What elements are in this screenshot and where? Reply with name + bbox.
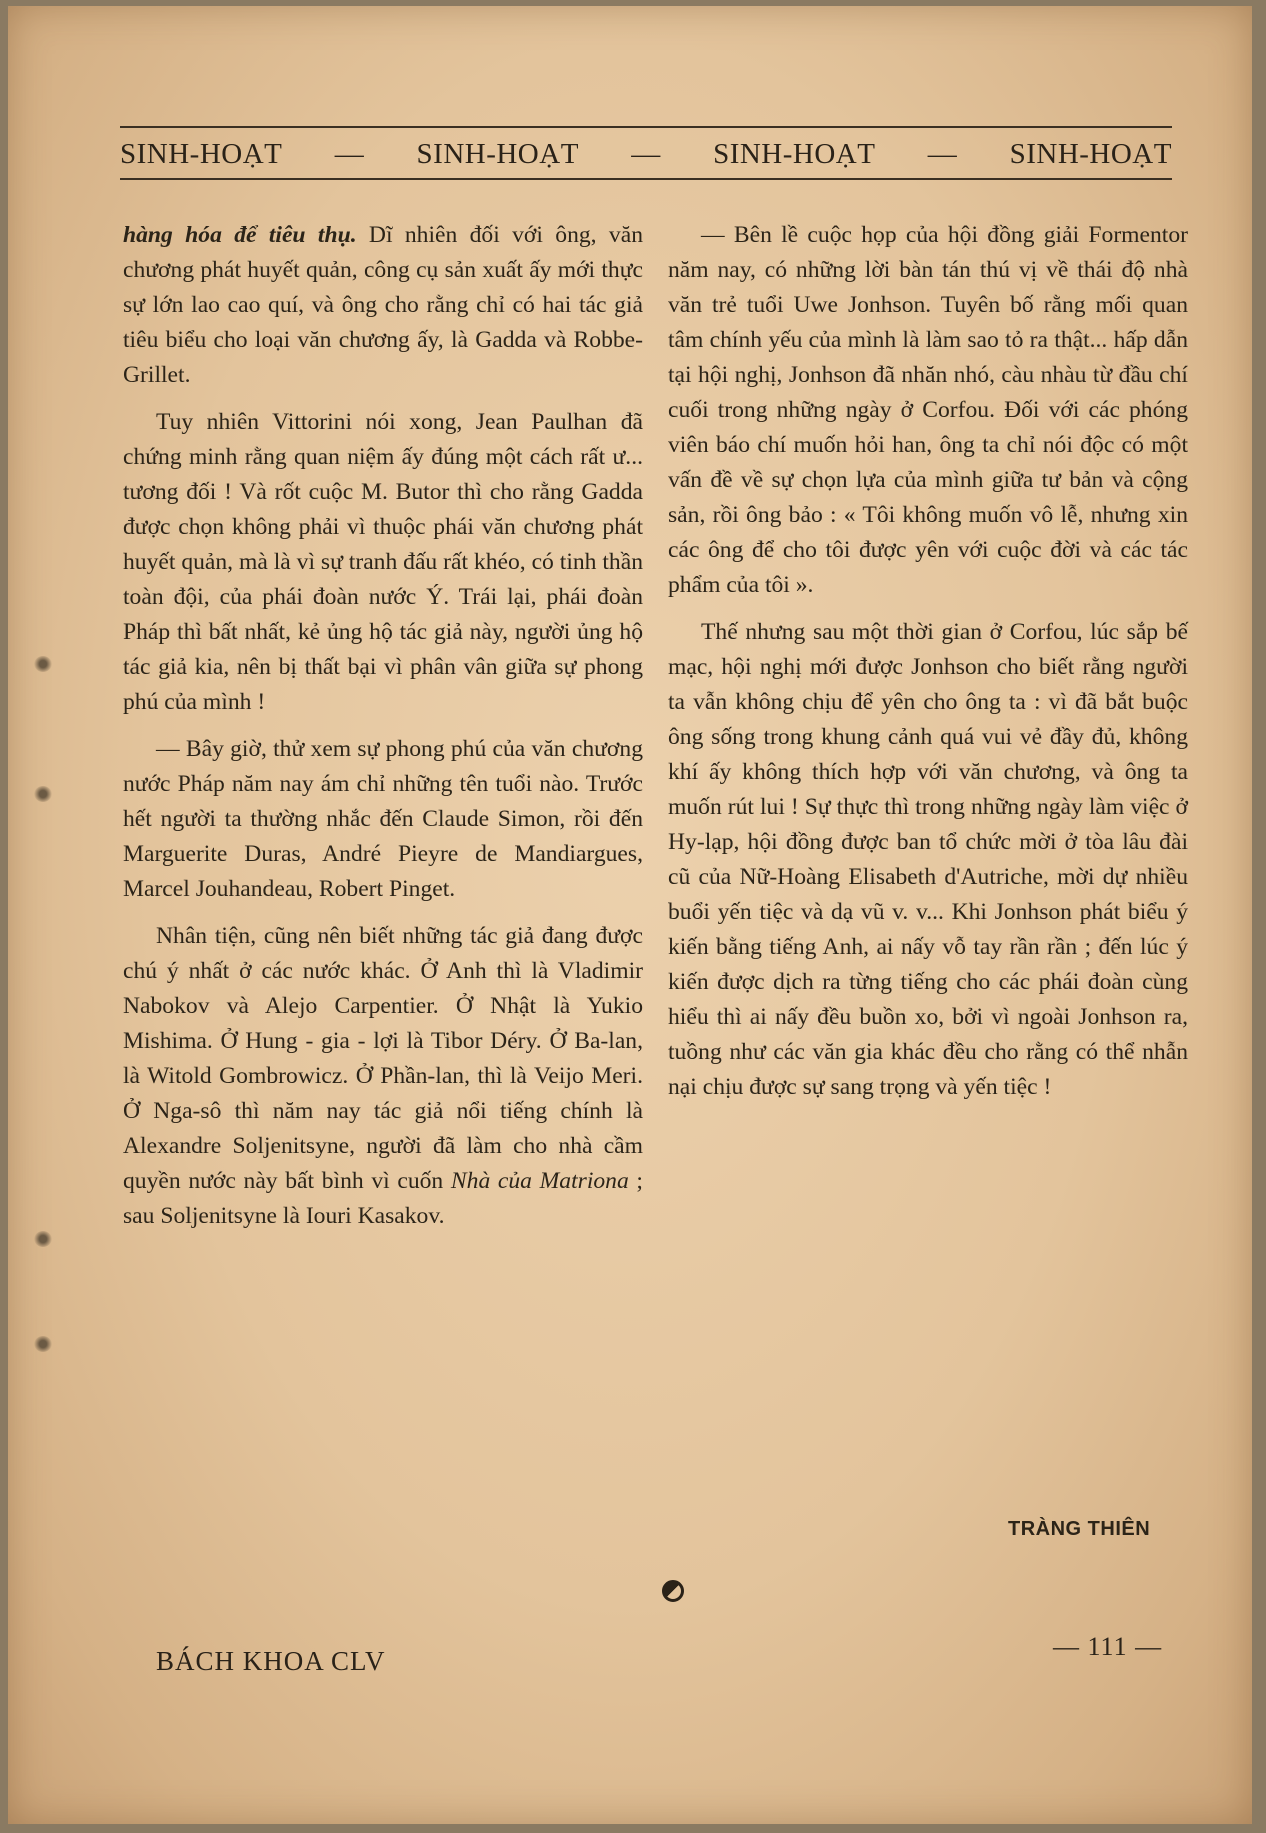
- binding-hole: [34, 1231, 52, 1247]
- left-column: [123, 218, 643, 1246]
- paragraph: Thế nhưng sau một thời gian ở Corfou, lúc sắp bế mạc, hội nghị mới được Jonhson cho biết rằng người ta vẫn không chịu để yên cho ông ta : vì đã bắt buộc ông sống trong khung cảnh quá vui vẻ đầy đủ, không khí ấy không thích hợp với văn chương, và ông ta muốn rút lui ! Sự thực thì trong những ngày làm việc ở Hy-lạp, hội đồng được ban tổ chức mời ở tòa lâu đài cũ của Nữ-Hoàng Elisabeth d'Autriche, mời dự nhiều buổi yến tiệc và dạ vũ v. v... Khi Jonhson phát biểu ý kiến bằng tiếng Anh, ai nấy vỗ tay rần rần ; đến lúc ý kiến được dịch ra từng tiếng cho các phái đoàn cùng hiểu thì ai nấy đều buồn xo, bởi vì ngoài Jonhson ra, tuồng như các văn gia khác đều cho rằng có thể nhẫn nại chịu được sự sang trọng và yến tiệc !: [668, 619, 1188, 1100]
- header-section-title: SINH-HOẠT: [713, 137, 876, 170]
- book-title: Nhà của Matriona: [450, 1168, 629, 1194]
- header-section-title: SINH-HOẠT: [1009, 137, 1172, 170]
- binding-hole: [34, 656, 52, 672]
- magazine-name: BÁCH KHOA CLV: [156, 1646, 386, 1676]
- paragraph: Tuy nhiên Vittorini nói xong, Jean Paulhan đã chứng minh rằng quan niệm ấy đúng một cách rất ư... tương đối ! Và rốt cuộc M. Butor thì cho rằng Gadda được chọn không phải vì thuộc phái văn chương phát huyết quản, mà là vì sự tranh đấu rất khéo, có tinh thần toàn đội, của phái đoàn nước Ý. Trái lại, phái đoàn Pháp thì bất nhất, kẻ ủng hộ tác giả này, người ủng hộ tác giả kia, nên bị thất bại vì phân vân giữa sự phong phú của mình !: [123, 409, 643, 715]
- header-section-title: SINH-HOẠT: [120, 137, 283, 170]
- paragraph-text: Nhân tiện, cũng nên biết những tác giả đang được chú ý nhất ở các nước khác. Ở Anh thì là Vladimir Nabokov và Alejo Carpentier. Ở Nhật là Yukio Mishima. Ở Hung - gia - lợi là Tibor Déry. Ở Ba-lan, là Witold Gombrowicz. Ở Phần-lan, thì là Veijo Meri. Ở Nga-sô thì năm nay tác giả nổi tiếng chính là Alexandre Soljenitsyne, người đã làm cho nhà cầm quyền nước này bất bình vì cuốn: [123, 923, 643, 1194]
- paragraph: [123, 919, 643, 1234]
- author-signature: TRÀNG THIÊN: [1008, 1518, 1151, 1540]
- paragraph: [123, 218, 643, 393]
- running-header: [120, 134, 1172, 174]
- magazine-page: [8, 6, 1252, 1824]
- paragraph: — Bây giờ, thử xem sự phong phú của văn chương nước Pháp năm nay ám chỉ những tên tuổi nào. Trước hết người ta thường nhắc đến Claude Simon, rồi đến Marguerite Duras, André Pieyre de Mandiargues, Marcel Jouhandeau, Robert Pinget.: [123, 736, 643, 902]
- end-of-article-icon: [662, 1580, 684, 1602]
- header-top-rule: [120, 126, 1172, 128]
- binding-hole: [34, 786, 52, 802]
- paragraph-text: Dĩ nhiên đối với ông, văn chương phát huyết quản, công cụ sản xuất ấy mới thực sự lớn lao cao quí, và ông cho rằng chỉ có hai tác giả tiêu biểu cho loại văn chương ấy, là Gadda và Robbe-Grillet.: [123, 222, 643, 388]
- header-section-title: SINH-HOẠT: [416, 137, 579, 170]
- right-column: [668, 218, 1188, 1117]
- paragraph-text: ; sau Soljenitsyne là Iouri Kasakov.: [123, 1168, 643, 1229]
- paragraph: — Bên lề cuộc họp của hội đồng giải Formentor năm nay, có những lời bàn tán thú vị về thái độ nhà văn trẻ tuổi Uwe Jonhson. Tuyên bố rằng mối quan tâm chính yếu của mình là làm sao tỏ ra thật... hấp dẫn tại hội nghị, Jonhson đã nhăn nhó, càu nhàu từ đầu chí cuối trong những ngày ở Corfou. Đối với các phóng viên báo chí muốn hỏi han, ông ta chỉ nói độc có một vấn đề về sự chọn lựa của mình giữa tư bản và cộng sản, rồi ông bảo : « Tôi không muốn vô lễ, nhưng xin các ông để cho tôi được yên với cuộc đời và các tác phẩm của tôi ».: [668, 222, 1188, 598]
- header-dash: —: [631, 137, 661, 170]
- header-bottom-rule: [120, 178, 1172, 180]
- header-dash: —: [334, 137, 365, 170]
- page-number: — 111 —: [1053, 1632, 1163, 1661]
- binding-hole: [34, 1336, 52, 1352]
- header-dash: —: [927, 137, 958, 170]
- paragraph-lead-italic: hàng hóa để tiêu thụ.: [123, 222, 357, 248]
